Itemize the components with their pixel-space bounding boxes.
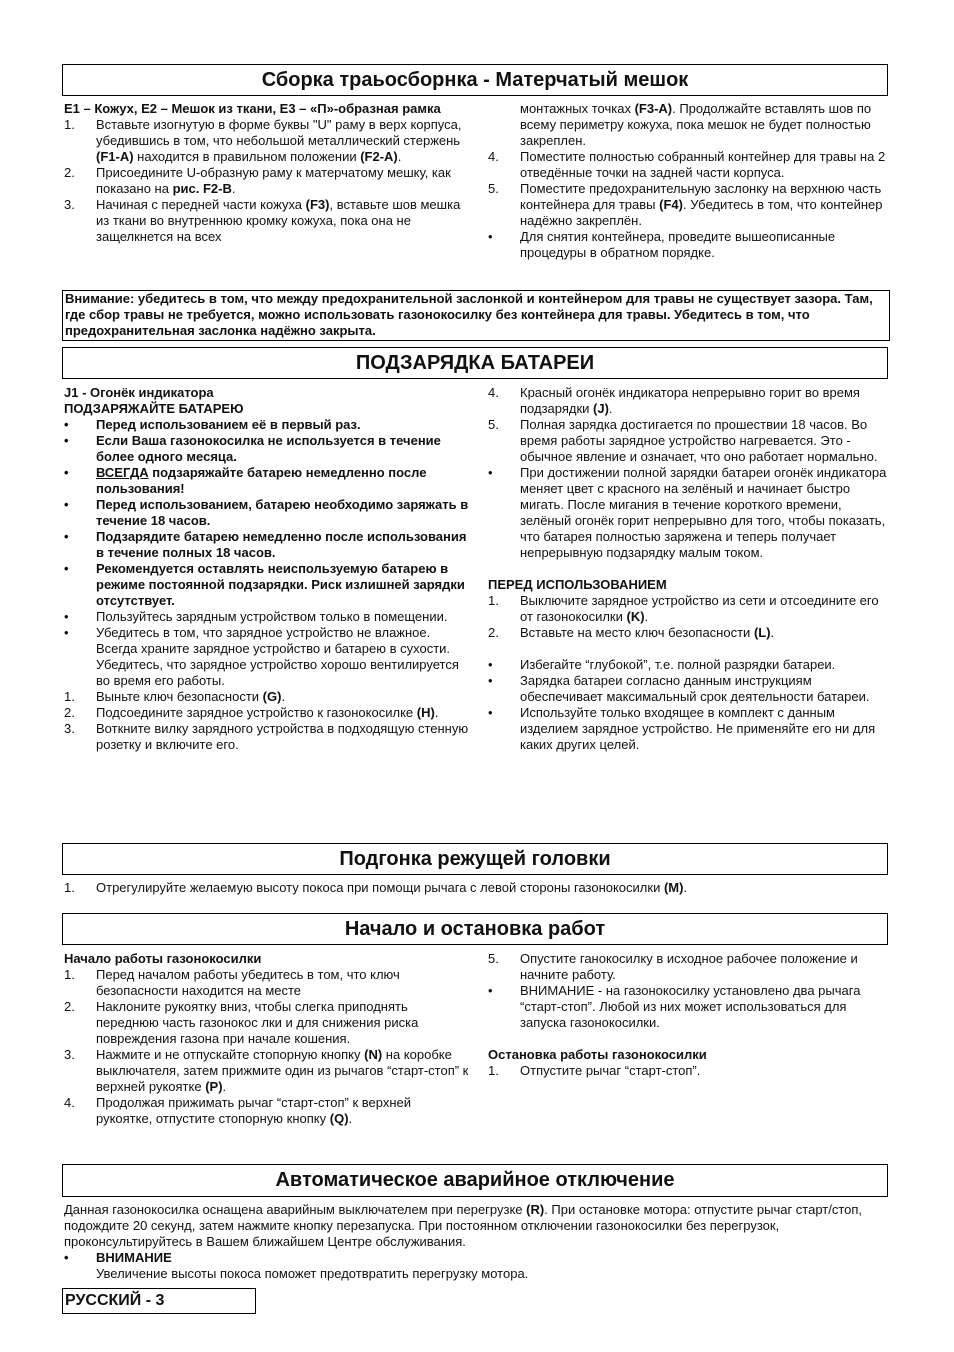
list-item: 4. Продолжая прижимать рычаг “старт-стоп” к верхней рукоятке, отпустите стопорную кнопку (Q). [64,1095,412,1126]
list-item: • Пользуйтесь зарядным устройством только в помещении. [64,609,448,624]
cutting-height-list [64,880,888,896]
page-footer: РУССКИЙ - 3 [62,1288,256,1314]
list-item: • При достижении полной зарядки батареи огонёк индикатора меняет цвет с красного на зелёный и начинает быстро мигать. После мигания в течение короткого времени, зелёный огонёк горит непрерывно для того, чтобы показать, что батарея полностью заряжена и теперь получает непрерывную подзарядку малым током. [488,465,887,560]
list-item: монтажных точках (F3-A). Продолжайте вставлять шов по всему периметру кожуха, пока мешок не будет полностью закреплен. [520,101,872,148]
list-item: 5. Поместите предохранительную заслонку на верхнюю часть контейнера для травы (F4). Убедитесь в том, что контейнер надёжно закреплён. [488,181,883,228]
list-item: 2. Подсоедините зарядное устройство к газонокосилке (H). [64,705,439,720]
before-use-subtitle: ПЕРЕД ИСПОЛЬЗОВАНИЕМ [488,577,667,592]
auto-shutoff-note: Увеличение высоты покоса поможет предотвратить перегрузку мотора. [96,1266,529,1281]
list-item: • Перед использованием, батарею необходимо заряжать в течение 18 часов. [64,497,469,528]
section-title-auto-shutoff: Автоматическое аварийное отключение [62,1164,888,1197]
stop-subtitle: Остановка работы газонокосилки [488,1047,707,1062]
list-item: 4. Красный огонёк индикатора непрерывно горит во время подзарядки (J). [488,385,860,416]
grassbag-left-column [64,101,470,245]
indicator-subtitle: J1 - Огонёк индикатора [64,385,214,400]
grassbag-right-column [488,101,888,261]
start-stop-left-column [64,951,470,1127]
grassbag-subtitle: E1 – Кожух, E2 – Мешок из ткани, E3 – «П»-образная рамка [64,101,441,116]
list-item: 1. Вставьте изогнутую в форме буквы "U" раму в верх корпуса, убедившись в том, что небольшой металлический стержень (F1-A) находится в правильном положении (F2-A). [64,117,462,164]
list-item: 3. Воткните вилку зарядного устройства в подходящую стенную розетку и включите его. [64,721,469,752]
section-title-grassbag: Сборка траьосборнка - Матерчатый мешок [62,64,888,96]
list-item: 1. Отрегулируйте желаемую высоту покоса при помощи рычага с левой стороны газонокосилки (M). [64,880,688,895]
list-item: • Рекомендуется оставлять неиспользуемую батарею в режиме постоянной подзарядки. Риск излишней зарядки отсутствует. [64,561,465,608]
section-title-charging: ПОДЗАРЯДКА БАТАРЕИ [62,347,888,379]
auto-shutoff-paragraph: Данная газонокосилка оснащена аварийным выключателем при перегрузке (R). При остановке мотора: отпустите рычаг старт/стоп, подождите 20 секунд, затем нажмите кнопку перезапуска. При постоянном отключении газонокосилки без перегрузок, проконсультируйтесь в Вашем ближайшем Центре обслуживания. [64,1202,863,1249]
charging-left-column [64,385,470,753]
list-item: • Для снятия контейнера, проведите вышеописанные процедуры в обратном порядке. [488,229,836,260]
list-item: 1. Выньте ключ безопасности (G). [64,689,286,704]
list-item: 3. Начиная с передней части кожуха (F3), вставьте шов мешка из ткани во внутреннюю кромку кожуха, пока она не защелкнется на всех [64,197,461,244]
list-item: • ВНИМАНИЕ [64,1250,172,1265]
section-title-cutting-height: Подгонка режущей головки [62,843,888,875]
list-item: • Убедитесь в том, что зарядное устройство не влажное. Всегда храните зарядное устройство и батарею в сухости. Убедитесь, что зарядное устройство хорошо вентилируется во время его работы. [64,625,459,688]
start-stop-right-column [488,951,888,1079]
list-item: 5. Опустите ганокосилку в исходное рабочее положение и начните работу. [488,951,858,982]
list-item: 2. Присоедините U-образную раму к матерчатому мешку, как показано на рис. F2-B. [64,165,451,196]
grassbag-warning: Внимание: убедитесь в том, что между предохранительной заслонкой и контейнером для травы не существует зазора. Там, где сбор травы не требуется, можно использовать газонокосилку без контейнера для травы. Убедитесь в том, что предохранительная заслонка надёжно закрыта. [62,290,890,341]
list-item: 4. Поместите полностью собранный контейнер для травы на 2 отведённые точки на задней части корпуса. [488,149,886,180]
charging-right-column [488,385,888,753]
list-item: 1. Выключите зарядное устройство из сети и отсоедините его от газонокосилки (K). [488,593,879,624]
list-item: • Избегайте “глубокой”, т.е. полной разрядки батареи. [488,657,836,672]
list-item: • Перед использованием её в первый раз. [64,417,361,432]
start-subtitle: Начало работы газонокосилки [64,951,262,966]
auto-shutoff-text [64,1202,888,1282]
list-item: 1. Отпустите рычаг “старт-стоп”. [488,1063,701,1078]
list-item: 1. Перед началом работы убедитесь в том, что ключ безопасности находится на месте [64,967,400,998]
list-item: • Используйте только входящее в комплект с данным изделием зарядное устройство. Не применяйте его ни для каких других целей. [488,705,876,752]
section-title-start-stop: Начало и остановка работ [62,913,888,945]
list-item: • ВСЕГДА подзаряжайте батарею немедленно после пользования! [64,465,427,496]
list-item: 2. Вставьте на место ключ безопасности (L). [488,625,775,640]
charge-battery-subtitle: ПОДЗАРЯЖАЙТЕ БАТАРЕЮ [64,401,244,416]
list-item: • Если Ваша газонокосилка не используется в течение более одного месяца. [64,433,441,464]
list-item: 5. Полная зарядка достигается по прошествии 18 часов. Во время работы зарядное устройство нагревается. Это - обычное явление и означает, что оно работает нормально. [488,417,878,464]
list-item: • ВНИМАНИЕ - на газонокосилку установлено два рычага “старт-стоп”. Любой из них может использоваться для запуска газонокосилки. [488,983,861,1030]
list-item: • Подзарядите батарею немедленно после использования в течение полных 18 часов. [64,529,467,560]
list-item: • Зарядка батареи согласно данным инструкциям обеспечивает максимальный срок деятельности батареи. [488,673,870,704]
list-item: 3. Нажмите и не отпускайте стопорную кнопку (N) на коробке выключателя, затем прижмите один из рычагов “старт-стоп” к верхней рукоятке (P). [64,1047,469,1094]
list-item: 2. Наклоните рукоятку вниз, чтобы слегка приподнять переднюю часть газонокос лки и для снижения риска повреждения газона при начале кошения. [64,999,419,1046]
